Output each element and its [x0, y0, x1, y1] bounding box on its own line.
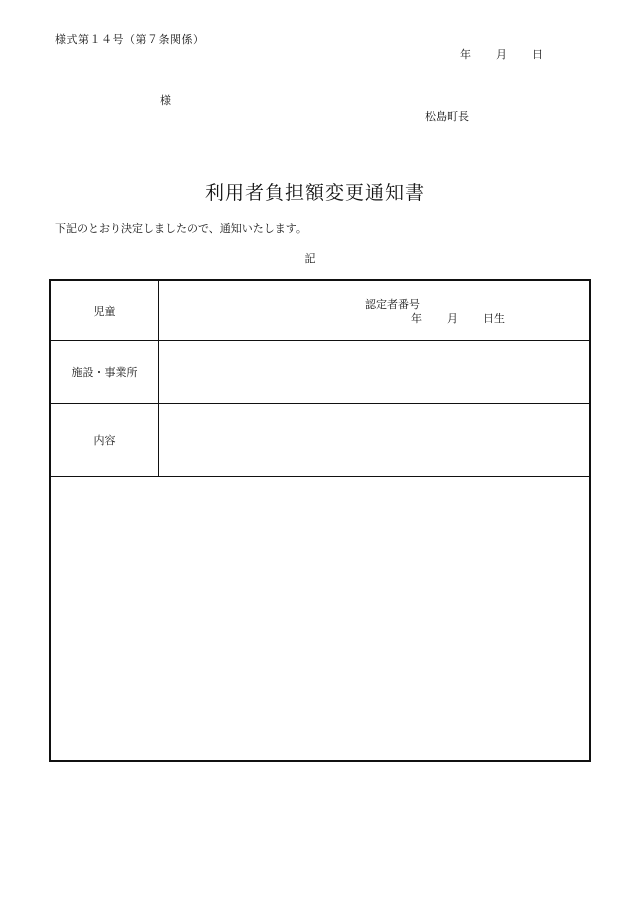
birth-month-label: 月	[447, 312, 458, 325]
facility-label: 施設・事業所	[51, 340, 159, 403]
addressee-suffix: 様	[160, 94, 171, 107]
issue-date	[460, 46, 543, 62]
child-label: 児童	[51, 281, 159, 340]
certification-number-label: 認定者番号	[365, 298, 420, 311]
content-label: 内容	[51, 403, 159, 476]
birth-day-label: 日生	[483, 312, 505, 325]
sender-name: 松島町長	[425, 110, 469, 123]
date-day-label: 日	[532, 48, 543, 61]
date-year-label: 年	[460, 48, 471, 61]
child-row	[51, 281, 589, 341]
form-number: 様式第１４号（第７条関係）	[55, 33, 205, 46]
facility-row	[51, 340, 589, 404]
content-row	[51, 403, 589, 477]
date-month-label: 月	[496, 48, 507, 61]
content-value-cell	[159, 403, 589, 476]
birth-year-label: 年	[411, 312, 422, 325]
birth-date	[411, 310, 505, 326]
document-title: 利用者負担額変更通知書	[204, 182, 425, 204]
child-value-cell	[159, 281, 589, 340]
intro-text: 下記のとおり決定しましたので、通知いたします。	[55, 222, 307, 235]
facility-value-cell	[159, 340, 589, 403]
ki-heading: 記	[304, 252, 316, 265]
notice-table	[49, 279, 591, 762]
